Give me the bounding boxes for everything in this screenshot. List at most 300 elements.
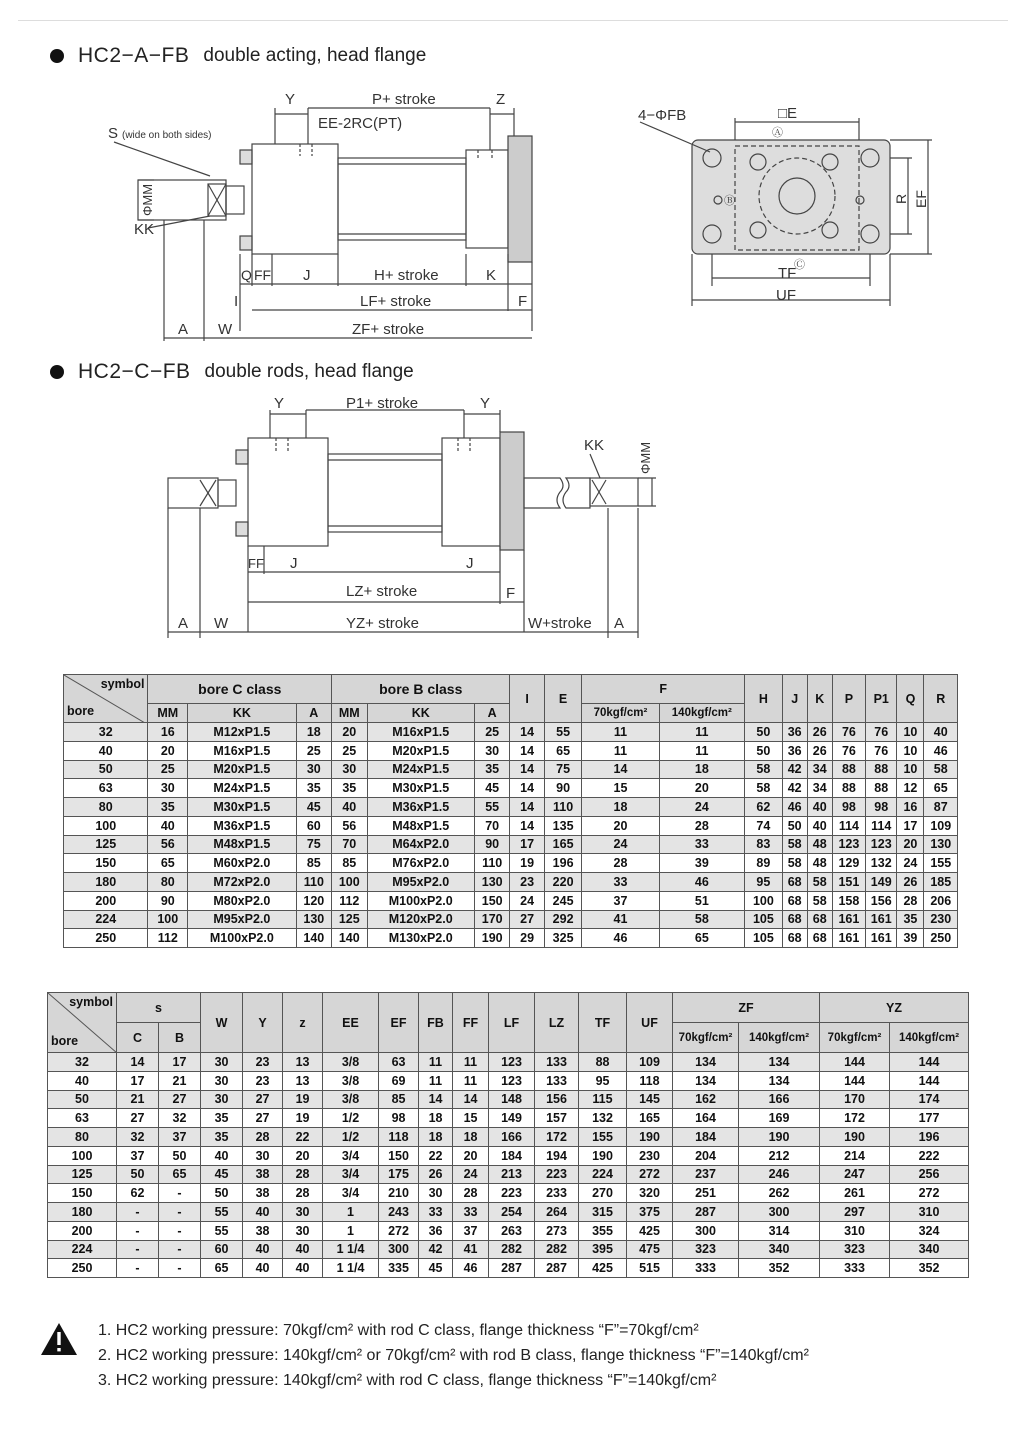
table-cell: 40: [283, 1259, 323, 1278]
table-cell: 34: [807, 760, 832, 779]
table-row: [64, 798, 958, 817]
table-cell: 110: [544, 798, 582, 817]
table-cell: 246: [739, 1165, 820, 1184]
table-cell: 36: [419, 1221, 453, 1240]
table-cell: 315: [579, 1203, 627, 1222]
table-cell: 1/2: [323, 1128, 379, 1147]
table-cell: 83: [745, 835, 783, 854]
table-cell: 30: [243, 1146, 283, 1165]
header-yz-140: 140kgf/cm²: [890, 1023, 969, 1053]
table-cell: 11: [659, 741, 745, 760]
header-p1: P1: [866, 675, 897, 723]
table-cell: 10: [897, 723, 924, 742]
table-cell: 214: [820, 1146, 890, 1165]
table-cell: 21: [117, 1090, 159, 1109]
dim-zf-stroke: ZF+ stroke: [352, 321, 425, 338]
table-row: [48, 1090, 969, 1109]
table-cell: 144: [820, 1071, 890, 1090]
table-cell: 135: [544, 816, 582, 835]
model-description: double rods, head flange: [204, 361, 414, 382]
table-cell: 287: [535, 1259, 579, 1278]
table-cell: 130: [474, 873, 509, 892]
table-cell: 70: [332, 835, 367, 854]
table-row: [64, 929, 958, 948]
bore-cell: 150: [64, 854, 148, 873]
table-cell: M100xP2.0: [188, 929, 296, 948]
table-cell: 237: [673, 1165, 739, 1184]
table-cell: 30: [332, 760, 367, 779]
bore-cell: 250: [64, 929, 148, 948]
table-cell: 325: [544, 929, 582, 948]
table-cell: 50: [782, 816, 807, 835]
table-cell: 10: [897, 741, 924, 760]
table-cell: 18: [659, 760, 745, 779]
table-cell: 27: [117, 1109, 159, 1128]
table-cell: 80: [148, 873, 188, 892]
cylinder-drawing-double-rod: [160, 392, 670, 642]
header-ef: EF: [379, 993, 419, 1053]
bore-cell: 100: [64, 816, 148, 835]
table-cell: 65: [924, 779, 958, 798]
table-cell: 33: [453, 1203, 489, 1222]
table-cell: 68: [807, 910, 832, 929]
table-cell: 39: [659, 854, 745, 873]
bore-cell: 32: [64, 723, 148, 742]
bore-cell: 63: [64, 779, 148, 798]
table-cell: 247: [820, 1165, 890, 1184]
header-r: R: [924, 675, 958, 723]
table-cell: 58: [782, 835, 807, 854]
bore-cell: 224: [48, 1240, 117, 1259]
table-cell: 40: [283, 1240, 323, 1259]
model-name: HC2−C−FB: [78, 360, 191, 383]
table-cell: 300: [673, 1221, 739, 1240]
table-cell: M20xP1.5: [188, 760, 296, 779]
table-cell: 130: [924, 835, 958, 854]
table-cell: 14: [510, 798, 544, 817]
table-cell: 352: [739, 1259, 820, 1278]
table-cell: 26: [897, 873, 924, 892]
table-cell: 16: [897, 798, 924, 817]
header-e: E: [544, 675, 582, 723]
table-cell: 28: [897, 891, 924, 910]
bore-cell: 80: [48, 1128, 117, 1147]
dim-kk: KK: [134, 221, 155, 238]
table-row: [48, 1146, 969, 1165]
table-cell: 270: [579, 1184, 627, 1203]
table-cell: 175: [379, 1165, 419, 1184]
table-cell: 166: [739, 1090, 820, 1109]
table-cell: M130xP2.0: [367, 929, 474, 948]
table-cell: 39: [897, 929, 924, 948]
header-f-70: 70kgf/cm²: [582, 704, 659, 723]
table-cell: 204: [673, 1146, 739, 1165]
table-cell: 19: [283, 1109, 323, 1128]
table-row: [64, 741, 958, 760]
bore-cell: 125: [64, 835, 148, 854]
table-cell: 75: [544, 760, 582, 779]
table-cell: 55: [201, 1203, 243, 1222]
table-cell: 233: [535, 1184, 579, 1203]
note-item: 2. HC2 working pressure: 140kgf/cm² or 70kgf/cm² with rod B class, flange thickness “F”=140kgf/cm²: [98, 1347, 809, 1364]
dim-s: S: [108, 125, 119, 142]
table-row: [48, 1128, 969, 1147]
table-cell: 272: [890, 1184, 969, 1203]
table-cell: 144: [820, 1053, 890, 1072]
table-cell: 264: [535, 1203, 579, 1222]
table-cell: 150: [379, 1146, 419, 1165]
table-cell: 110: [474, 854, 509, 873]
table-cell: 58: [782, 854, 807, 873]
table-cell: 27: [510, 910, 544, 929]
table-cell: 95: [579, 1071, 627, 1090]
table-row: [64, 723, 958, 742]
table-cell: 323: [820, 1240, 890, 1259]
table-cell: 115: [579, 1090, 627, 1109]
header-s-c: C: [117, 1023, 159, 1053]
table-cell: 28: [659, 816, 745, 835]
bore-cell: 150: [48, 1184, 117, 1203]
header-zf-70: 70kgf/cm²: [673, 1023, 739, 1053]
table-cell: 85: [296, 854, 331, 873]
table-cell: 38: [243, 1221, 283, 1240]
table-cell: 158: [832, 891, 865, 910]
table-cell: 30: [148, 779, 188, 798]
table-cell: 222: [890, 1146, 969, 1165]
dim-a: A: [178, 321, 189, 338]
table-cell: 22: [283, 1128, 323, 1147]
table-cell: 190: [739, 1128, 820, 1147]
table-cell: 68: [807, 929, 832, 948]
bore-cell: 250: [48, 1259, 117, 1278]
table-cell: 15: [453, 1109, 489, 1128]
bore-cell: 63: [48, 1109, 117, 1128]
table-cell: 90: [474, 835, 509, 854]
header-c-kk: KK: [188, 704, 296, 723]
table-cell: 190: [579, 1146, 627, 1165]
bore-cell: 125: [48, 1165, 117, 1184]
header-ff: FF: [453, 993, 489, 1053]
table-cell: 56: [148, 835, 188, 854]
table-cell: 273: [535, 1221, 579, 1240]
table-cell: 144: [890, 1071, 969, 1090]
table-cell: M16xP1.5: [188, 741, 296, 760]
table-cell: 118: [627, 1071, 673, 1090]
table-cell: 76: [832, 723, 865, 742]
table-corner: [64, 675, 148, 723]
table-cell: 24: [897, 854, 924, 873]
table-cell: 100: [745, 891, 783, 910]
table-cell: 13: [283, 1053, 323, 1072]
table-cell: 310: [890, 1203, 969, 1222]
header-c-a: A: [296, 704, 331, 723]
table-cell: M36xP1.5: [188, 816, 296, 835]
table-row: [48, 1071, 969, 1090]
table-cell: 14: [453, 1090, 489, 1109]
bore-cell: 40: [48, 1071, 117, 1090]
table-cell: 35: [148, 798, 188, 817]
table-cell: 352: [890, 1259, 969, 1278]
table-cell: 70: [474, 816, 509, 835]
dim-w: W: [218, 321, 233, 338]
table-cell: M120xP2.0: [367, 910, 474, 929]
table-cell: 50: [745, 723, 783, 742]
header-b-kk: KK: [367, 704, 474, 723]
table-row: [48, 1109, 969, 1128]
table-cell: 35: [474, 760, 509, 779]
table-row: [48, 1240, 969, 1259]
table-cell: 65: [148, 854, 188, 873]
table-cell: 323: [673, 1240, 739, 1259]
marker-a: Ⓐ: [772, 127, 783, 139]
bore-cell: 80: [64, 798, 148, 817]
table-cell: 68: [782, 910, 807, 929]
table-cell: 1 1/4: [323, 1259, 379, 1278]
table-cell: 95: [745, 873, 783, 892]
table-cell: 134: [739, 1053, 820, 1072]
bullet-icon: [50, 49, 64, 63]
header-zf-140: 140kgf/cm²: [739, 1023, 820, 1053]
table-cell: 3/4: [323, 1184, 379, 1203]
table-cell: 58: [745, 779, 783, 798]
bore-cell: 50: [64, 760, 148, 779]
table-cell: 28: [243, 1128, 283, 1147]
table-cell: 28: [582, 854, 659, 873]
corner-symbol: symbol: [100, 677, 145, 691]
table-cell: 254: [489, 1203, 535, 1222]
table-cell: 38: [243, 1165, 283, 1184]
table-cell: 177: [890, 1109, 969, 1128]
table-cell: 134: [739, 1071, 820, 1090]
table-row: [64, 760, 958, 779]
table-cell: 28: [283, 1184, 323, 1203]
table-cell: 300: [379, 1240, 419, 1259]
table-cell: 1: [323, 1203, 379, 1222]
dim-r: R: [893, 193, 909, 204]
table-cell: 206: [924, 891, 958, 910]
table-cell: 98: [866, 798, 897, 817]
table-cell: 26: [807, 741, 832, 760]
table-cell: 475: [627, 1240, 673, 1259]
table-cell: 19: [510, 854, 544, 873]
marker-b: Ⓑ: [724, 195, 735, 207]
table-cell: 161: [832, 910, 865, 929]
bore-cell: 200: [64, 891, 148, 910]
table-cell: -: [159, 1240, 201, 1259]
table-cell: 310: [820, 1221, 890, 1240]
table-cell: 85: [379, 1090, 419, 1109]
table-cell: 21: [159, 1071, 201, 1090]
table-cell: 109: [627, 1053, 673, 1072]
table-cell: 35: [296, 779, 331, 798]
dim-lz-stroke: LZ+ stroke: [346, 583, 418, 600]
table-cell: M30xP1.5: [188, 798, 296, 817]
table-cell: 88: [866, 760, 897, 779]
table-cell: 262: [739, 1184, 820, 1203]
table-cell: 230: [924, 910, 958, 929]
notes-list: [98, 1318, 809, 1393]
table-cell: 120: [296, 891, 331, 910]
dim-a-right: A: [614, 615, 625, 632]
table-cell: 45: [201, 1165, 243, 1184]
table-cell: 11: [582, 723, 659, 742]
table-cell: 18: [419, 1109, 453, 1128]
dim-f: F: [506, 585, 516, 602]
table-cell: 184: [673, 1128, 739, 1147]
table-cell: 14: [510, 816, 544, 835]
table-row: [48, 1165, 969, 1184]
table-row: [48, 1259, 969, 1278]
table-cell: 46: [453, 1259, 489, 1278]
table-cell: 1 1/4: [323, 1240, 379, 1259]
table-cell: 196: [544, 854, 582, 873]
table-cell: 282: [489, 1240, 535, 1259]
table-cell: 37: [117, 1146, 159, 1165]
table-cell: 375: [627, 1203, 673, 1222]
table-cell: 292: [544, 910, 582, 929]
table-cell: -: [159, 1184, 201, 1203]
table-cell: 14: [419, 1090, 453, 1109]
dim-y: Y: [285, 91, 296, 108]
table-cell: 35: [201, 1109, 243, 1128]
dim-fb: 4−ΦFB: [638, 107, 687, 124]
table-cell: 185: [924, 873, 958, 892]
table-cell: 213: [489, 1165, 535, 1184]
table-cell: 22: [419, 1146, 453, 1165]
table-cell: 20: [283, 1146, 323, 1165]
table-cell: 184: [489, 1146, 535, 1165]
table-cell: 42: [782, 760, 807, 779]
dim-f: F: [518, 293, 528, 310]
table-cell: M24xP1.5: [188, 779, 296, 798]
table-cell: -: [117, 1203, 159, 1222]
table-cell: 41: [582, 910, 659, 929]
table-row: [48, 1221, 969, 1240]
table-cell: 272: [627, 1165, 673, 1184]
corner-bore: bore: [51, 1034, 79, 1048]
table-cell: 157: [535, 1109, 579, 1128]
table-cell: -: [117, 1221, 159, 1240]
table-cell: 123: [489, 1053, 535, 1072]
cylinder-drawing-double-acting: [100, 86, 550, 346]
table-cell: 24: [659, 798, 745, 817]
table-cell: 190: [627, 1128, 673, 1147]
header-w: W: [201, 993, 243, 1053]
spec-table-2: [47, 992, 969, 1278]
table-cell: 33: [659, 835, 745, 854]
table-cell: 190: [474, 929, 509, 948]
header-yz: YZ: [820, 993, 969, 1023]
table-cell: 23: [243, 1071, 283, 1090]
table-cell: 114: [832, 816, 865, 835]
table-cell: 196: [890, 1128, 969, 1147]
table-cell: 35: [201, 1128, 243, 1147]
table-cell: 90: [544, 779, 582, 798]
table-cell: 69: [379, 1071, 419, 1090]
table-cell: 256: [890, 1165, 969, 1184]
table-cell: 58: [745, 760, 783, 779]
dim-w-stroke: W+stroke: [528, 615, 592, 632]
table-cell: 425: [627, 1221, 673, 1240]
table-cell: 20: [453, 1146, 489, 1165]
dim-lf-stroke: LF+ stroke: [360, 293, 432, 310]
section-title-hc2-c-fb: [50, 360, 414, 384]
header-z: z: [283, 993, 323, 1053]
table-cell: 13: [283, 1071, 323, 1090]
header-zf: ZF: [673, 993, 820, 1023]
table-cell: 272: [379, 1221, 419, 1240]
dim-i: I: [234, 293, 239, 310]
table-cell: 65: [544, 741, 582, 760]
table-cell: 45: [419, 1259, 453, 1278]
dim-k: K: [486, 267, 497, 284]
table-cell: 85: [332, 854, 367, 873]
table-cell: 20: [659, 779, 745, 798]
table-cell: 29: [510, 929, 544, 948]
header-p: P: [832, 675, 865, 723]
bore-cell: 180: [48, 1203, 117, 1222]
dim-ff: FF: [248, 556, 264, 571]
table-cell: M76xP2.0: [367, 854, 474, 873]
table-cell: 125: [332, 910, 367, 929]
table-cell: 14: [510, 741, 544, 760]
table-cell: 14: [582, 760, 659, 779]
table-cell: 46: [924, 741, 958, 760]
table-row: [48, 1184, 969, 1203]
table-cell: 55: [201, 1221, 243, 1240]
table-cell: 24: [453, 1165, 489, 1184]
header-b-mm: MM: [332, 704, 367, 723]
table-row: [64, 854, 958, 873]
table-cell: 40: [807, 816, 832, 835]
note-item: 3. HC2 working pressure: 140kgf/cm² with rod C class, flange thickness “F”=140kgf/cm²: [98, 1372, 717, 1389]
table-cell: 123: [489, 1071, 535, 1090]
table-cell: -: [159, 1203, 201, 1222]
dim-s-note: (wide on both sides): [122, 130, 212, 141]
header-lz: LZ: [535, 993, 579, 1053]
table-cell: 37: [582, 891, 659, 910]
table-cell: 250: [924, 929, 958, 948]
note-item: 1. HC2 working pressure: 70kgf/cm² with rod C class, flange thickness “F”=70kgf/cm²: [98, 1322, 699, 1339]
table-cell: 30: [201, 1090, 243, 1109]
table-cell: M80xP2.0: [188, 891, 296, 910]
table-cell: 65: [659, 929, 745, 948]
header-c-mm: MM: [148, 704, 188, 723]
table-cell: -: [117, 1259, 159, 1278]
table-cell: 3/4: [323, 1165, 379, 1184]
table-cell: 87: [924, 798, 958, 817]
model-name: HC2−A−FB: [78, 44, 190, 67]
table-cell: 20: [148, 741, 188, 760]
table-cell: 88: [832, 760, 865, 779]
table-cell: 14: [510, 779, 544, 798]
table-cell: 55: [474, 798, 509, 817]
table-cell: 105: [745, 910, 783, 929]
table-cell: 3/8: [323, 1053, 379, 1072]
table-cell: 172: [535, 1128, 579, 1147]
table-cell: 50: [745, 741, 783, 760]
table-cell: 58: [807, 891, 832, 910]
table-cell: 110: [296, 873, 331, 892]
table-cell: 17: [897, 816, 924, 835]
table-cell: 105: [745, 929, 783, 948]
table-cell: 133: [535, 1071, 579, 1090]
table-row: [64, 835, 958, 854]
table-cell: 130: [296, 910, 331, 929]
table-cell: M95xP2.0: [188, 910, 296, 929]
dim-a-left: A: [178, 615, 189, 632]
table-cell: 161: [866, 929, 897, 948]
